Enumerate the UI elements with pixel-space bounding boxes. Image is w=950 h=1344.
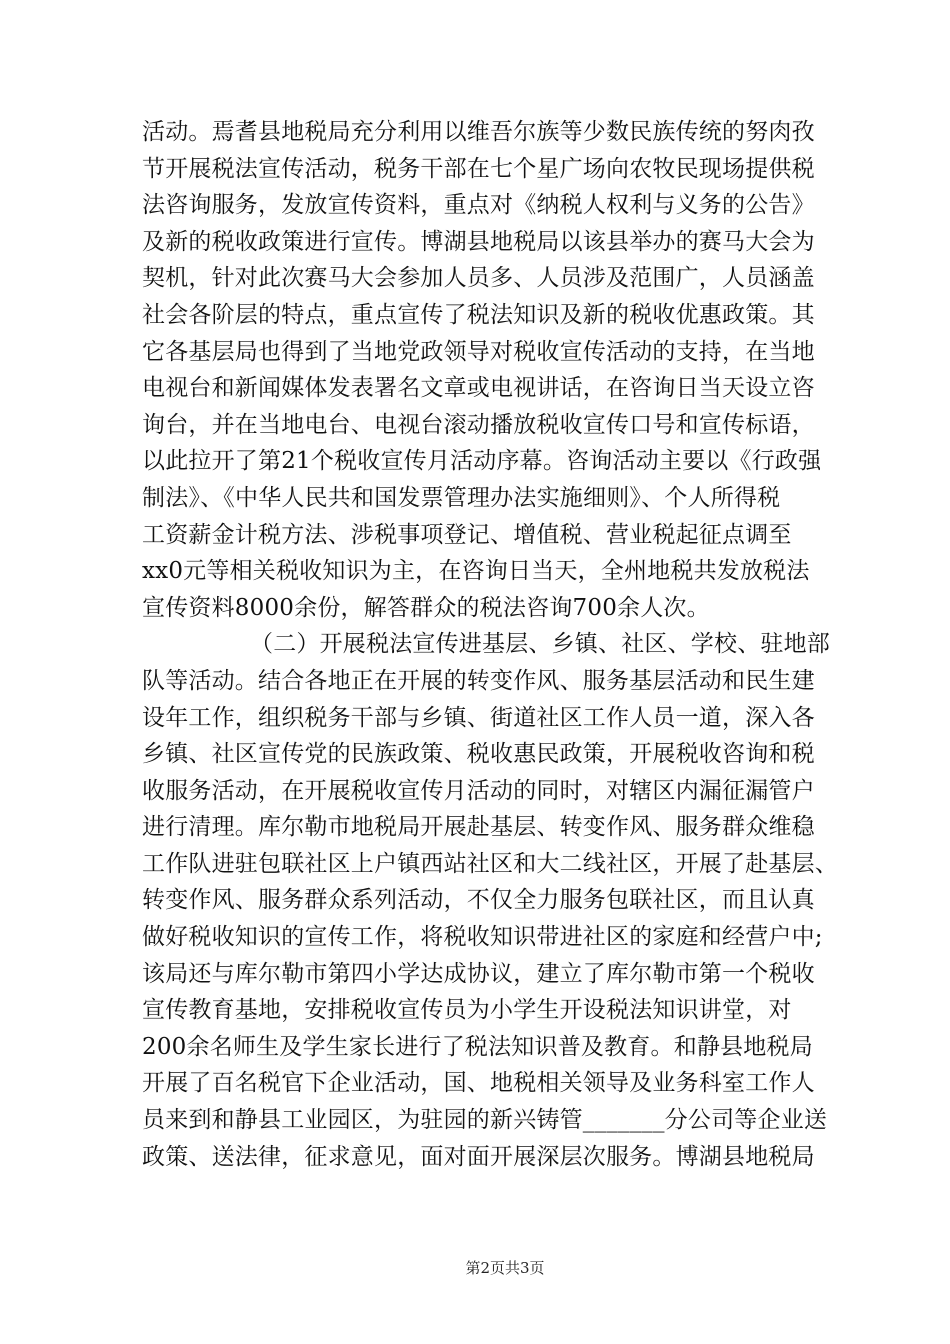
text-line: 员来到和静县工业园区，为驻园的新兴铸管_______分公司等企业送 (142, 1107, 828, 1134)
text-line: 工作队进驻包联社区上户镇西站社区和大二线社区，开展了赴基层、 (142, 850, 838, 877)
text-line: 收服务活动，在开展税收宣传月活动的同时，对辖区内漏征漏管户 (142, 777, 815, 804)
text-line: 转变作风、服务群众系列活动，不仅全力服务包联社区，而且认真 (142, 887, 815, 914)
text-line: 电视台和新闻媒体发表署名文章或电视讲话，在咨询日当天设立咨 (142, 375, 815, 402)
text-line: 以此拉开了第21个税收宣传月活动序幕。咨询活动主要以《行政强 (142, 448, 822, 475)
text-line: 制法》、《中华人民共和国发票管理办法实施细则》、个人所得税 (142, 484, 781, 511)
text-line: 队等活动。结合各地正在开展的转变作风、服务基层活动和民生建 (142, 667, 815, 694)
text-line: 社会各阶层的特点，重点宣传了税法知识及新的税收优惠政策。其 (142, 301, 815, 328)
text-line: 200余名师生及学生家长进行了税法知识普及教育。和静县地税局 (142, 1033, 813, 1060)
text-line: 乡镇、社区宣传党的民族政策、税收惠民政策，开展税收咨询和税 (142, 741, 815, 768)
text-line: 工资薪金计税方法、涉税事项登记、增值税、营业税起征点调至 (142, 521, 792, 548)
text-line: 进行清理。库尔勒市地税局开展赴基层、转变作风、服务群众维稳 (142, 814, 815, 841)
text-line: 活动。焉耆县地税局充分利用以维吾尔族等少数民族传统的努肉孜 (142, 119, 815, 145)
text-line: 询台，并在当地电台、电视台滚动播放税收宣传口号和宣传标语， (142, 411, 815, 438)
text-line: 法咨询服务，发放宣传资料，重点对《纳税人权利与义务的公告》 (142, 192, 815, 219)
text-line: 该局还与库尔勒市第四小学达成协议，建立了库尔勒市第一个税收 (142, 960, 815, 987)
text-line: 节开展税法宣传活动，税务干部在七个星广场向农牧民现场提供税 (142, 155, 815, 182)
text-line: 开展了百名税官下企业活动，国、地税相关领导及业务科室工作人 (142, 1070, 815, 1097)
text-line: xx0元等相关税收知识为主，在咨询日当天，全州地税共发放税法 (142, 558, 810, 585)
text-line: 契机，针对此次赛马大会参加人员多、人员涉及范围广，人员涵盖 (142, 265, 815, 292)
page-number-footer: 第2页共3页 (465, 1259, 545, 1277)
text-line: 及新的税收政策进行宣传。博湖县地税局以该县举办的赛马大会为 (142, 228, 815, 255)
text-line: 设年工作，组织税务干部与乡镇、街道社区工作人员一道，深入各 (142, 704, 815, 731)
text-line: 做好税收知识的宣传工作，将税收知识带进社区的家庭和经营户中; (142, 924, 823, 951)
text-line: 政策、送法律，征求意见，面对面开展深层次服务。博湖县地税局 (142, 1143, 815, 1170)
section-heading-line: （二）开展税法宣传进基层、乡镇、社区、学校、驻地部 (250, 631, 830, 658)
text-line: 宣传教育基地，安排税收宣传员为小学生开设税法知识讲堂，对 (142, 997, 792, 1024)
body-text (142, 114, 838, 1175)
text-line: 它各基层局也得到了当地党政领导对税收宣传活动的支持，在当地 (142, 338, 815, 365)
text-line: 宣传资料8000余份，解答群众的税法咨询700余人次。 (142, 594, 710, 621)
